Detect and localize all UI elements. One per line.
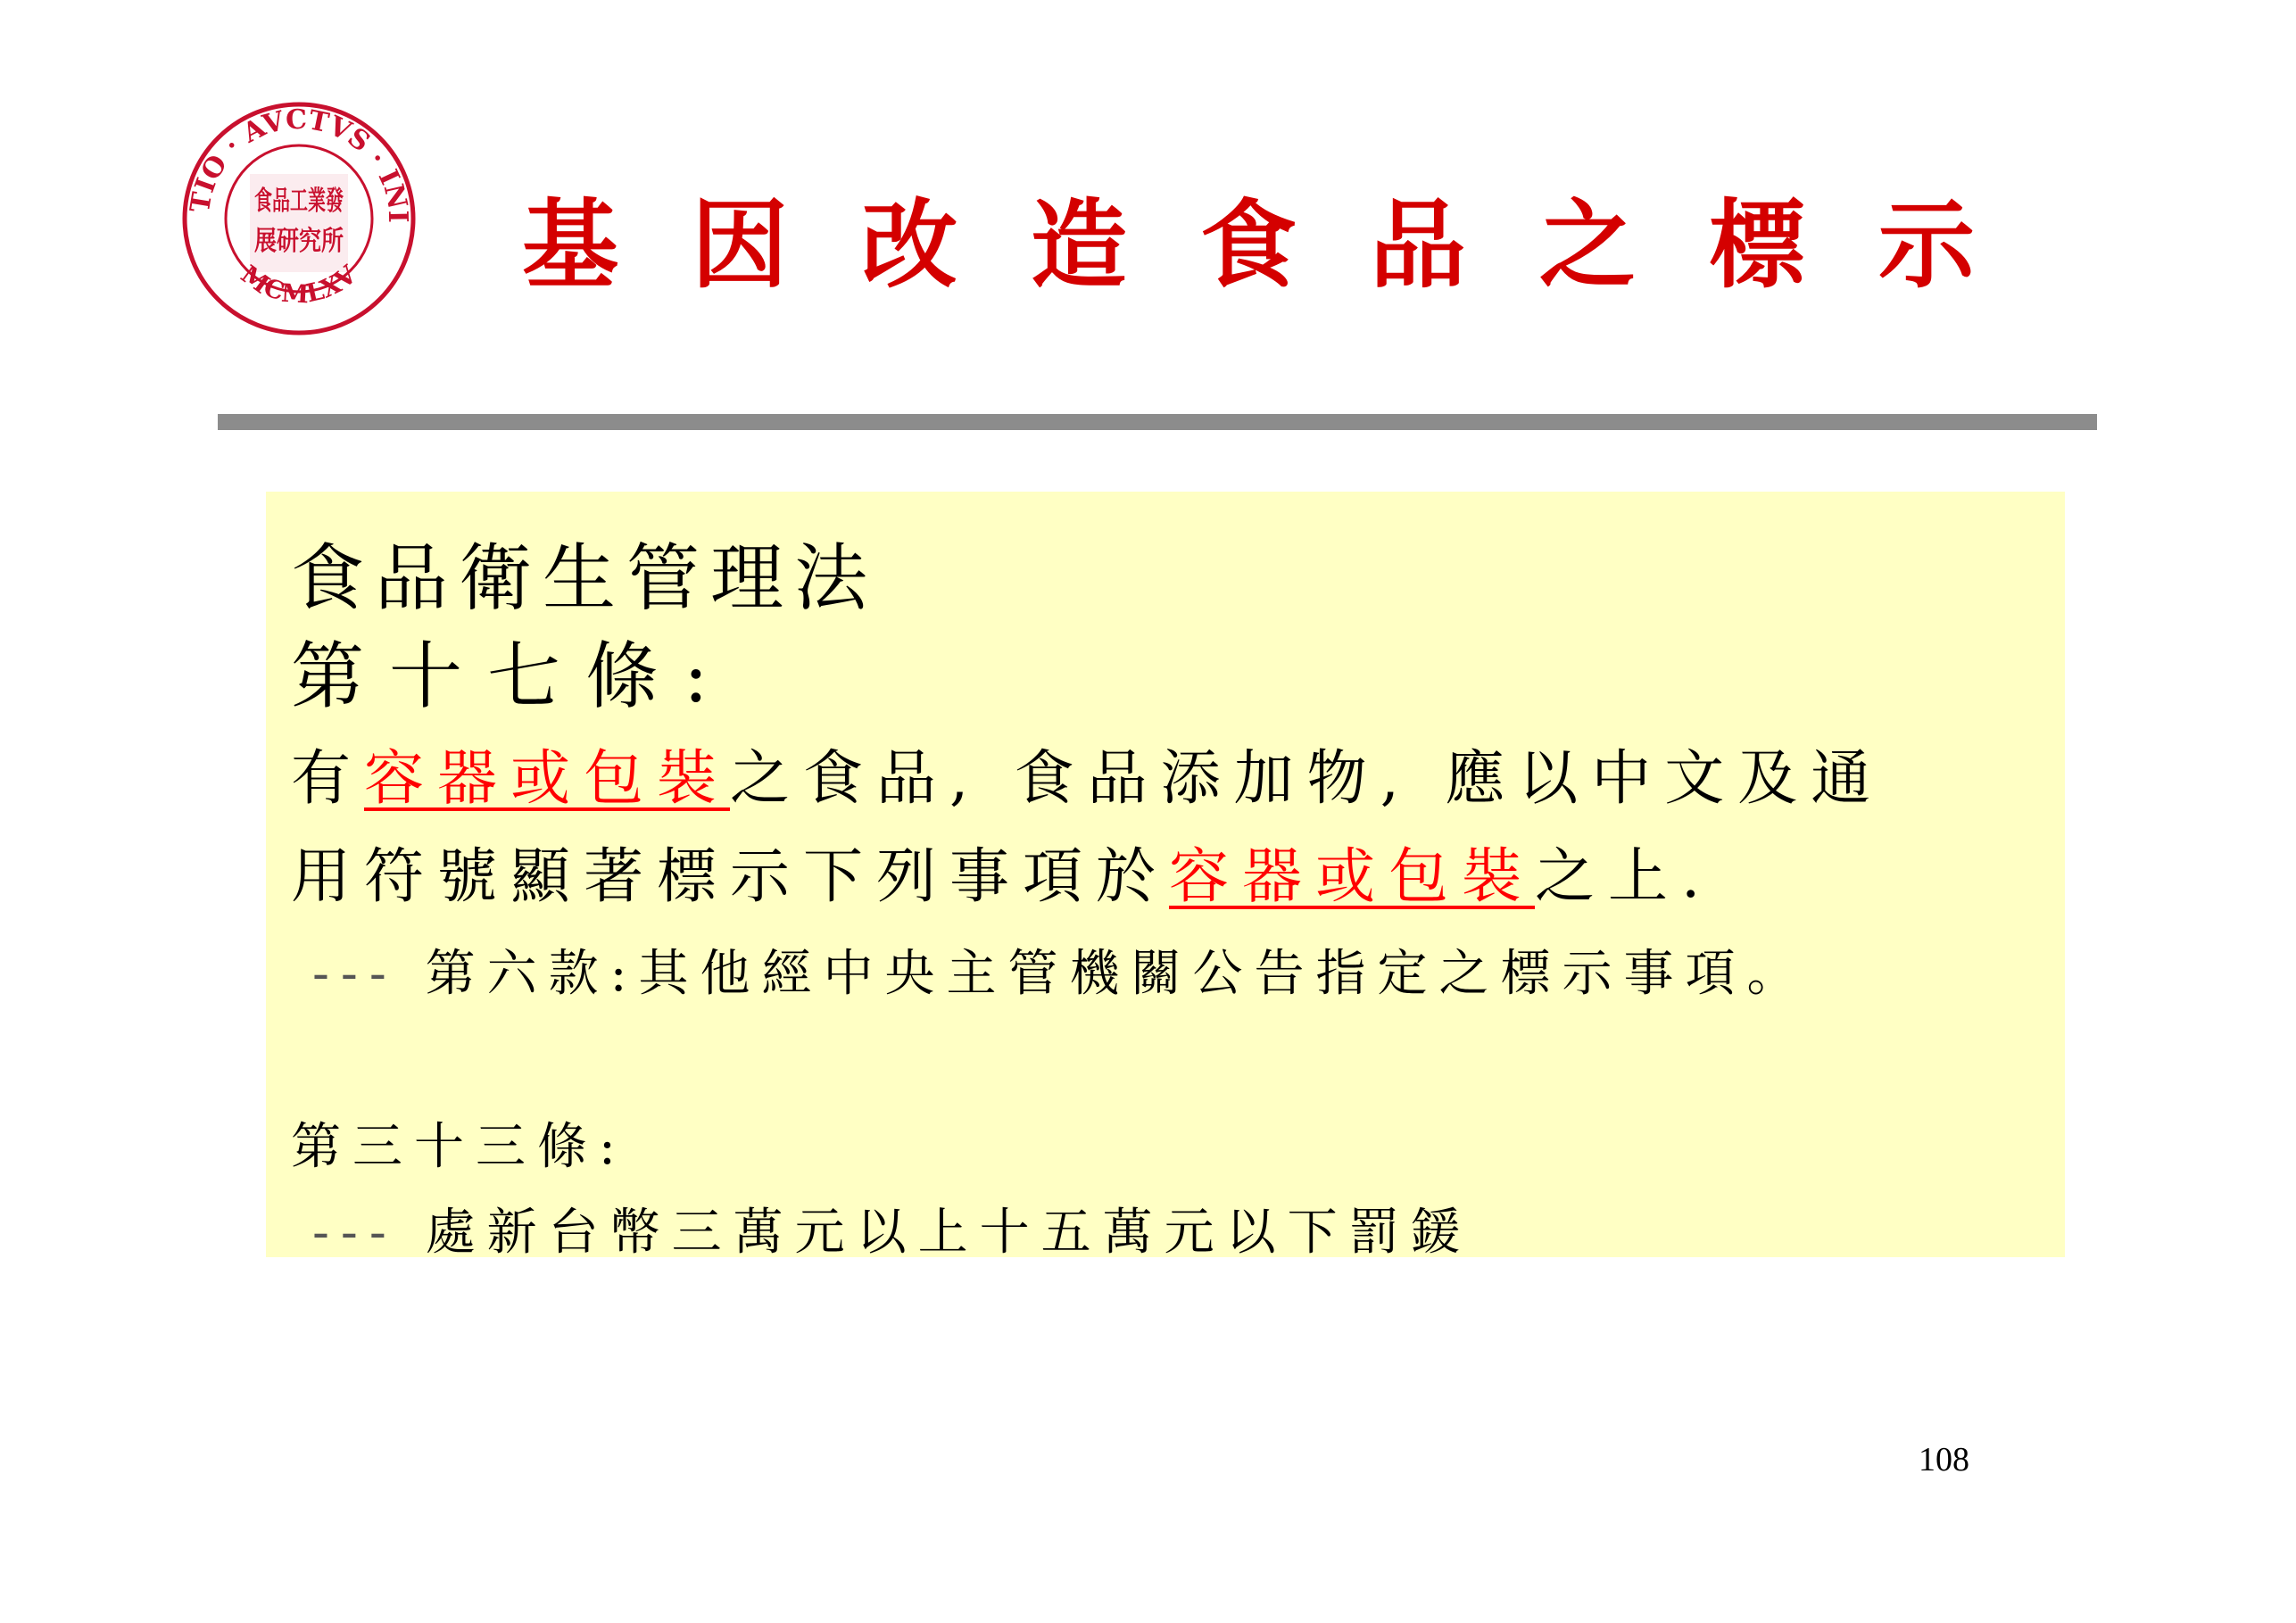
para2-suffix: 之上.: [1535, 841, 1714, 911]
container-packaging-highlight-2: 容器或包裝: [1169, 841, 1535, 911]
article-17-paragraph-line-2: [291, 829, 1713, 915]
institute-seal-logo: [178, 98, 419, 339]
article-17-heading: 第十七條:: [291, 634, 734, 719]
penalty-text: 處新台幣三萬元以上十五萬元以下罰鍰: [425, 1204, 1472, 1262]
seal-outer-text: TIO · AVCTVS · INI: [184, 104, 414, 224]
page-title: 基因改造食品之標示: [522, 189, 2049, 302]
para2-prefix: 用符號顯著標示下列事項於: [291, 841, 1169, 911]
penalty-line: [312, 1193, 1472, 1264]
para1-prefix: 有: [291, 743, 364, 813]
para1-suffix: 之食品, 食品添加物, 應以中文及通: [730, 743, 1885, 813]
law-excerpt-box: [266, 492, 2065, 1262]
page-number: 108: [1919, 1441, 1969, 1478]
item-6-dash: ---: [312, 945, 398, 1003]
article-33-heading: 第三十三條:: [291, 1118, 627, 1176]
penalty-dash: ---: [312, 1204, 398, 1262]
item-6-line: [312, 934, 1808, 1006]
law-name: 食品衛生管理法: [291, 536, 879, 621]
seal-inner-text-2: 展研究所: [254, 226, 344, 257]
title-divider: [218, 414, 2097, 430]
seal-year-text: MCMLXV: [235, 259, 362, 310]
container-packaging-highlight: 容器或包裝: [364, 743, 730, 813]
seal-inner-text: 食品工業發: [254, 186, 344, 217]
article-17-paragraph-line-1: [291, 731, 1884, 816]
item-6-text: 第六款:其他經中央主管機關公告指定之標示事項。: [425, 945, 1809, 1003]
